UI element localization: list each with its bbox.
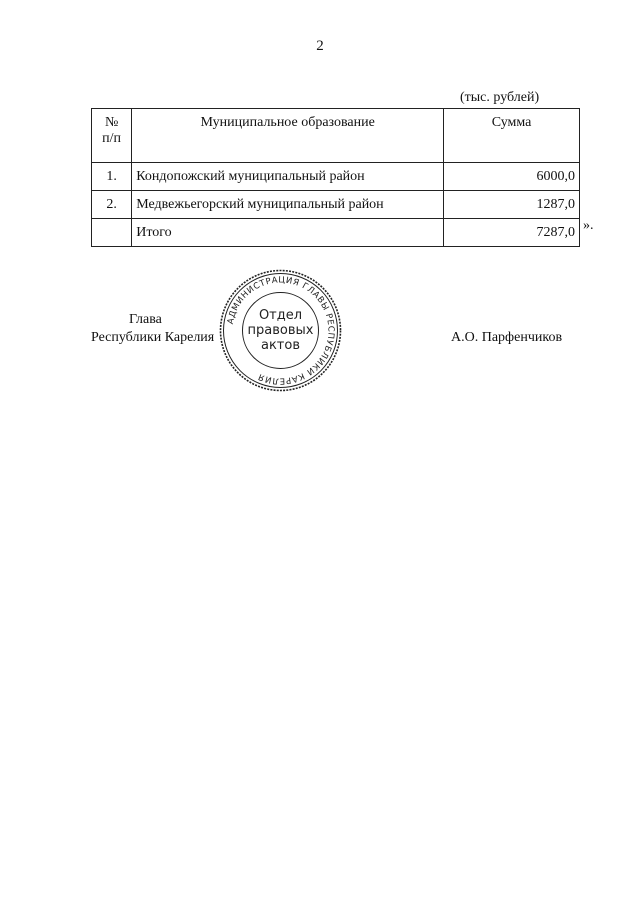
closing-quote: ». bbox=[583, 218, 594, 233]
header-num-line1: № bbox=[104, 115, 119, 130]
row-name: Медвежьегорский муниципальный район bbox=[132, 191, 444, 219]
header-sum: Сумма bbox=[444, 109, 580, 163]
signatory-title-line1: Глава bbox=[129, 312, 162, 327]
header-num-line2: п/п bbox=[102, 131, 122, 146]
signatory-name: А.О. Парфенчиков bbox=[451, 330, 563, 345]
header-name: Муниципальное образование bbox=[132, 109, 444, 163]
signatory-title-line2: Республики Карелия bbox=[91, 330, 215, 345]
row-sum: 1287,0 bbox=[444, 191, 580, 219]
table-header-row bbox=[92, 109, 580, 163]
allocation-table bbox=[91, 108, 580, 247]
page-number: 2 bbox=[316, 38, 324, 54]
stamp-center-line3: актов bbox=[260, 338, 301, 353]
row-num: 2. bbox=[92, 191, 132, 219]
row-sum: 6000,0 bbox=[444, 163, 580, 191]
table-total-row bbox=[92, 219, 580, 247]
table-row bbox=[92, 163, 580, 191]
stamp-ring-text: АДМИНИСТРАЦИЯ ГЛАВЫ РЕСПУБЛИКИ КАРЕЛИЯ bbox=[225, 275, 336, 386]
header-num bbox=[92, 109, 132, 163]
table-row bbox=[92, 191, 580, 219]
official-stamp bbox=[218, 268, 343, 393]
row-name: Итого bbox=[132, 219, 444, 247]
row-name: Кондопожский муниципальный район bbox=[132, 163, 444, 191]
row-sum: 7287,0 bbox=[444, 219, 580, 247]
stamp-center-line1: Отдел bbox=[258, 308, 303, 323]
stamp-center-line2: правовых bbox=[247, 323, 314, 338]
row-num: 1. bbox=[92, 163, 132, 191]
row-num bbox=[92, 219, 132, 247]
units-label: (тыс. рублей) bbox=[460, 90, 540, 105]
